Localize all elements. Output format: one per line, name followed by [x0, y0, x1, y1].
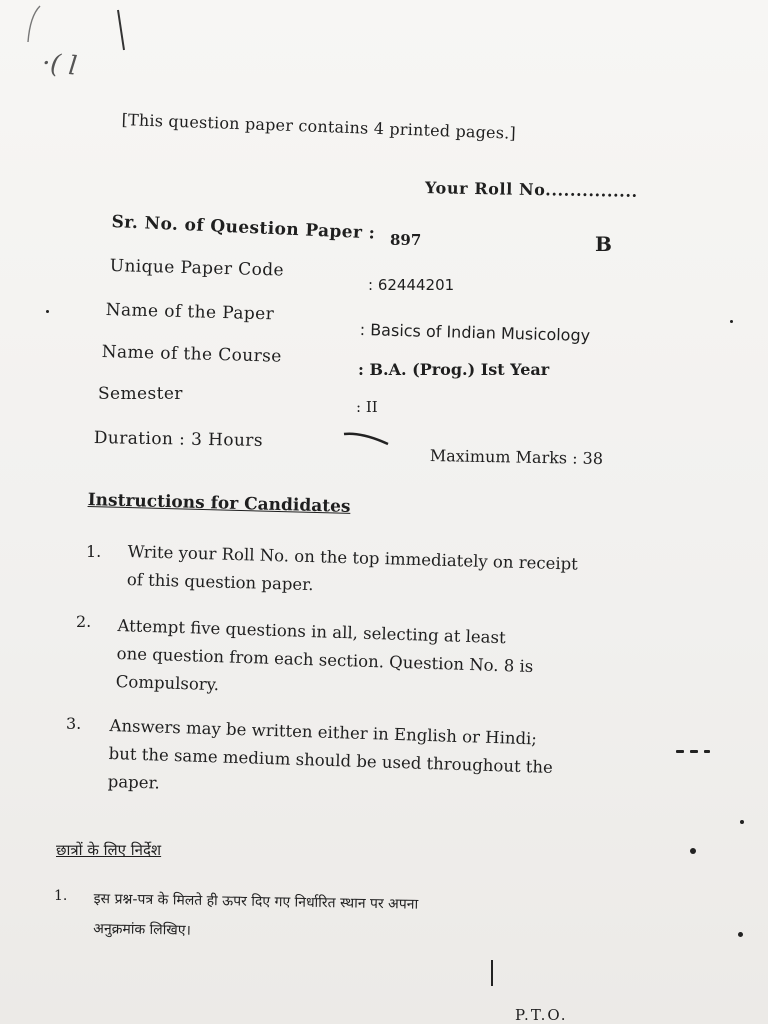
hindi-instruction-number: 1.	[54, 888, 68, 904]
hindi-instruction-line: इस प्रश्न-पत्र के मिलते ही ऊपर दिए गए निर्धारित स्थान पर अपना	[93, 890, 419, 913]
instruction-line-text: Attempt five questions in all, selecting at least	[117, 615, 506, 648]
unique-paper-code-value: : 62444201	[368, 276, 455, 294]
speck	[676, 750, 684, 753]
speck	[690, 750, 698, 753]
speck	[740, 820, 744, 824]
page-count-note: [This question paper contains 4 printed pages.]	[121, 110, 517, 143]
maximum-marks: Maximum Marks : 38	[429, 446, 604, 469]
course-name-label: Name of the Course	[101, 342, 283, 367]
hindi-instruction-item	[93, 884, 418, 950]
roll-number-field: Your Roll No...............	[424, 178, 638, 201]
handwritten-stroke	[488, 958, 496, 988]
course-name-value: : B.A. (Prog.) Ist Year	[358, 360, 550, 379]
semester-value: : II	[356, 398, 378, 416]
handwritten-tick	[112, 8, 134, 52]
instruction-line: Compulsory.	[115, 671, 220, 695]
instruction-line: but the same medium should be used throughout the	[108, 743, 554, 777]
semester-label: Semester	[98, 384, 183, 404]
instruction-line: paper.	[107, 771, 161, 793]
please-turn-over: P.T.O.	[515, 1006, 568, 1024]
paper-set-code: B	[595, 232, 612, 256]
paper-name-value: : Basics of Indian Musicology	[359, 320, 591, 346]
handwritten-dash	[342, 428, 390, 448]
instructions-heading: Instructions for Candidates	[87, 490, 351, 517]
speck	[704, 750, 710, 753]
duration-label: Duration : 3 Hours	[93, 428, 264, 451]
instruction-number: 2.	[76, 612, 92, 631]
instruction-number: 3.	[66, 714, 82, 733]
instruction-line: Write your Roll No. on the top immediately on receipt	[127, 541, 579, 574]
unique-paper-code-label: Unique Paper Code	[109, 256, 285, 281]
speck	[730, 320, 733, 323]
handwritten-annotation: ·( l	[40, 48, 79, 82]
speck	[690, 848, 696, 854]
instruction-item	[126, 538, 578, 607]
handwritten-mark	[18, 4, 48, 44]
instruction-item	[115, 612, 617, 712]
instruction-item	[107, 712, 554, 810]
hindi-instruction-line: अनुक्रमांक लिखिए।	[93, 920, 192, 939]
speck	[738, 932, 743, 937]
instruction-line: Answers may be written either in English or Hindi;	[109, 715, 538, 749]
speck	[46, 310, 49, 313]
paper-name-label: Name of the Paper	[105, 300, 275, 325]
serial-number-value: 897	[390, 231, 422, 249]
serial-number-label: Sr. No. of Question Paper :	[111, 212, 376, 244]
instruction-line-text: one question from each section. Question No. 8 is	[116, 643, 534, 677]
instruction-line: of this question paper.	[126, 569, 314, 595]
instruction-number: 1.	[86, 542, 102, 561]
hindi-instructions-heading: छात्रों के लिए निर्देश	[56, 841, 162, 859]
